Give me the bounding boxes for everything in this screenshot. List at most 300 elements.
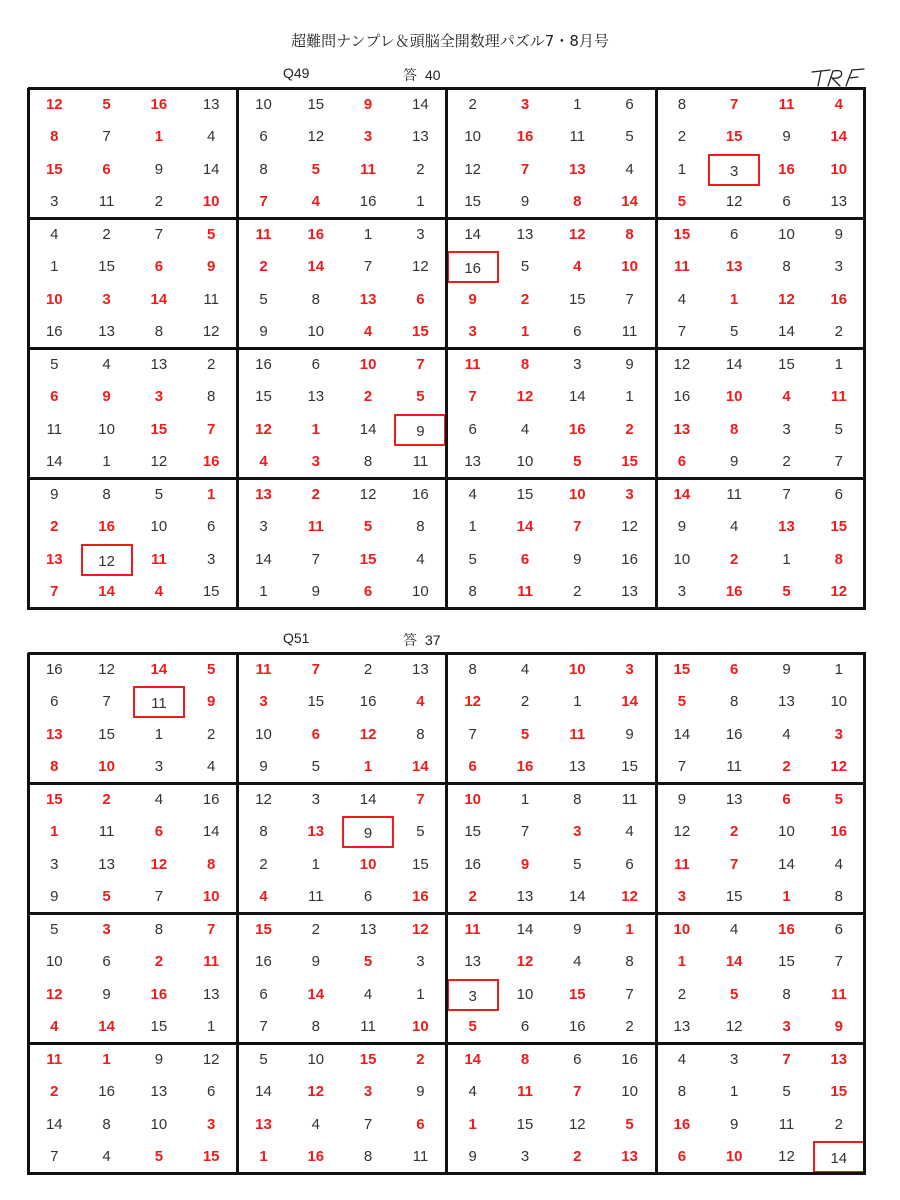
grid-cell: 6 [102,160,111,178]
grid-cell: 14 [202,160,220,178]
grid-cell: 15 [830,1083,848,1100]
grid-cell: 9 [782,128,791,145]
grid-cell: 13 [202,95,220,113]
grid-cell: 8 [207,855,216,873]
grid-cell: 16 [516,758,534,775]
grid-cell: 7 [154,225,164,243]
grid-cell: 1 [468,1115,477,1133]
box-line [863,653,866,1175]
grid-cell: 7 [834,953,843,970]
grid-cell: 12 [725,1018,743,1035]
highlighted-cell: 11 [133,686,185,718]
grid-cell: 16 [725,583,743,600]
grid-cell: 16 [412,888,429,905]
grid-cell: 9 [363,95,373,113]
grid-cell: 3 [520,95,530,113]
grid-cell: 2 [573,1148,582,1165]
grid-cell: 1 [50,823,59,840]
grid-cell: 10 [621,1083,638,1100]
grid-cell: 16 [45,323,63,340]
grid-cell: 1 [102,453,111,470]
grid-cell: 10 [202,193,220,210]
grid-cell: 15 [778,953,795,970]
grid-cell: 12 [568,225,586,243]
grid-cell: 2 [50,518,59,535]
grid-cell: 8 [363,453,373,470]
highlighted-cell: 12 [81,544,133,576]
grid-cell: 12 [778,290,795,308]
grid-cell: 6 [730,225,739,243]
grid-cell: 12 [830,758,848,775]
grid-cell: 3 [468,323,477,340]
grid-cell: 14 [830,128,848,145]
grid-cell: 16 [307,225,325,243]
grid-cell: 11 [308,888,324,905]
grid-cell: 5 [311,160,320,178]
grid-cell: 5 [573,453,582,470]
grid-cell: 14 [307,985,325,1003]
grid-cell: 16 [725,725,743,743]
grid-cell: 8 [468,583,477,600]
grid-cell: 5 [154,485,164,503]
grid-cell: 8 [573,193,582,210]
grid-cell: 7 [207,420,216,438]
grid-cell: 16 [516,128,534,145]
grid-cell: 8 [102,1115,111,1133]
grid-cell: 9 [730,1115,739,1133]
grid-cell: 9 [311,583,320,600]
grid-cell: 16 [98,518,115,535]
grid-cell: 4 [782,725,791,743]
grid-cell: 8 [520,355,530,373]
grid-cell: 5 [259,290,268,308]
grid-cell: 1 [416,193,425,210]
grid-cell: 11 [673,258,690,275]
grid-cell: 4 [730,920,739,938]
grid-cell: 12 [673,823,691,840]
grid-cell: 8 [416,518,425,535]
grid-cell: 11 [517,583,533,600]
grid-cell: 6 [520,1018,530,1035]
answer-label: 答 [403,68,417,84]
grid-cell: 15 [830,518,848,535]
grid-cell: 10 [568,660,586,678]
grid-cell: 10 [150,518,168,535]
grid-cell: 5 [468,1018,477,1035]
grid-cell: 16 [568,1018,586,1035]
grid-cell: 14 [150,290,168,308]
grid-cell: 8 [625,953,634,970]
grid-cell: 7 [363,258,373,275]
grid-cell: 8 [782,258,791,275]
grid-cell: 15 [45,790,63,808]
grid-cell: 4 [416,550,425,568]
grid-cell: 14 [255,550,272,568]
grid-cell: 8 [311,290,320,308]
grid-cell: 1 [363,758,373,775]
grid-cell: 13 [45,725,63,743]
grid-cell: 5 [782,583,791,600]
grid-cell: 8 [520,1050,530,1068]
grid-cell: 14 [621,193,638,210]
grid-cell: 2 [730,823,739,840]
grid-cell: 9 [207,693,216,710]
grid-cell: 12 [202,1050,220,1068]
answer [403,630,441,650]
grid-cell: 7 [520,823,530,840]
grid-cell: 15 [307,95,325,113]
grid-cell: 5 [207,225,216,243]
grid-cell: 11 [464,355,481,373]
grid-cell: 4 [677,1050,687,1068]
grid-cell: 16 [673,388,691,405]
grid-cell: 8 [834,888,843,905]
grid-cell: 15 [359,550,377,568]
grid-cell: 7 [625,985,634,1003]
grid-cell: 16 [359,193,377,210]
grid-cell: 12 [778,1148,795,1165]
grid-cell: 15 [725,128,743,145]
grid-cell: 11 [46,1050,63,1068]
grid-cell: 11 [255,660,272,678]
grid-cell: 4 [834,95,843,113]
grid-cell: 10 [359,355,377,373]
grid-cell: 15 [412,323,429,340]
grid-cell: 14 [150,660,168,678]
grid-cell: 5 [363,518,373,535]
grid-cell: 1 [730,1083,739,1100]
grid-cell: 15 [621,453,638,470]
grid-cell: 5 [834,420,843,438]
box-line [28,1042,866,1045]
grid-cell: 1 [363,225,373,243]
grid-cell: 13 [778,518,795,535]
grid-cell: 2 [259,855,268,873]
grid-cell: 13 [359,290,377,308]
grid-cell: 6 [468,420,477,438]
grid-cell: 1 [50,258,59,275]
grid-cell: 9 [573,550,582,568]
grid-cell: 6 [259,985,268,1003]
grid-cell: 6 [468,758,477,775]
grid-cell: 13 [307,823,325,840]
grid-cell: 11 [621,790,638,808]
grid-cell: 4 [259,888,268,905]
grid-cell: 3 [50,855,59,873]
box-line [863,88,866,610]
grid-cell: 5 [102,95,111,113]
grid-cell: 3 [834,725,843,743]
grid-cell: 10 [725,1148,743,1165]
grid-cell: 12 [202,323,220,340]
grid-cell: 8 [102,485,111,503]
grid-cell: 4 [677,290,687,308]
grid-cell: 4 [102,1148,111,1165]
grid-cell: 13 [202,985,220,1003]
grid-cell: 10 [516,985,534,1003]
grid-cell: 16 [621,1050,638,1068]
grid-cell: 1 [259,1148,268,1165]
grid-cell: 5 [363,953,373,970]
box-line [28,607,866,610]
grid-cell: 2 [416,160,425,178]
grid-cell: 1 [311,420,320,438]
grid-cell: 13 [673,420,691,438]
grid-cell: 5 [625,1115,634,1133]
grid-cell: 3 [834,258,843,275]
grid-cell: 14 [516,518,534,535]
grid-cell: 13 [359,920,377,938]
grid-cell: 16 [464,855,482,873]
grid-cell: 7 [625,290,634,308]
grid-cell: 5 [573,855,582,873]
grid-cell: 12 [516,953,534,970]
grid-cell: 6 [50,388,59,405]
puzzle-header [28,630,866,650]
grid-cell: 10 [673,550,691,568]
grid-cell: 11 [46,420,63,438]
grid-cell: 4 [730,518,739,535]
grid-cell: 3 [782,420,791,438]
grid-cell: 3 [207,1115,216,1133]
grid-cell: 12 [255,790,272,808]
grid-cell: 2 [782,758,791,775]
grid-cell: 12 [830,583,848,600]
grid-cell: 1 [834,355,843,373]
grid-cell: 11 [464,920,481,938]
grid-cell: 14 [568,888,586,905]
grid-cell: 11 [726,758,742,775]
grid-cell: 11 [150,550,167,568]
grid-cell: 16 [255,355,272,373]
grid-cell: 8 [782,985,791,1003]
grid-cell: 10 [307,1050,325,1068]
grid-cell: 3 [207,550,216,568]
grid-cell: 7 [520,160,530,178]
grid-cell: 12 [673,355,691,373]
grid-cell: 9 [782,660,791,678]
grid-cell: 6 [363,583,373,600]
grid-cell: 8 [677,95,687,113]
grid-cell: 12 [150,453,168,470]
grid-cell: 4 [50,1018,59,1035]
grid-cell: 7 [207,920,216,938]
grid-cell: 2 [782,453,791,470]
grid-cell: 6 [677,1148,687,1165]
grid-cell: 11 [517,1083,533,1100]
grid-cell: 12 [412,258,429,275]
grid-cell: 6 [520,550,530,568]
grid-cell: 2 [468,95,477,113]
grid-cell: 11 [360,160,377,178]
grid-cell: 2 [834,323,843,340]
grid-cell: 4 [520,420,530,438]
grid-cell: 9 [625,725,634,743]
grid-cell: 1 [834,660,843,678]
grid-cell: 4 [154,790,164,808]
grid-cell: 6 [573,323,582,340]
grid-cell: 2 [102,790,111,808]
grid-cell: 8 [259,160,268,178]
grid-cell: 15 [150,1018,168,1035]
grid-cell: 14 [464,1050,482,1068]
grid-cell: 9 [677,518,687,535]
grid-cell: 13 [464,453,482,470]
grid-cell: 13 [778,693,795,710]
grid-cell: 8 [730,420,739,438]
grid-cell: 1 [207,485,216,503]
grid-cell: 14 [568,388,586,405]
grid-cell: 14 [673,725,691,743]
grid-cell: 7 [416,355,425,373]
grid-cell: 16 [202,453,220,470]
grid-cell: 10 [359,855,377,873]
grid-cell: 3 [677,888,687,905]
grid-cell: 2 [311,485,320,503]
grid-cell: 16 [621,550,638,568]
grid-cell: 12 [725,193,743,210]
grid-cell: 16 [830,290,848,308]
grid-cell: 10 [621,258,638,275]
grid-cell: 1 [468,518,477,535]
grid-cell: 6 [416,290,425,308]
grid-cell: 5 [520,725,530,743]
grid-cell: 8 [730,693,739,710]
box-line [445,653,448,1175]
grid-cell: 3 [154,758,164,775]
grid-cell: 5 [50,355,59,373]
grid-cell: 16 [568,420,586,438]
grid-cell: 10 [830,693,848,710]
grid-cell: 13 [98,855,115,873]
grid-cell: 14 [98,583,115,600]
grid-cell: 11 [98,823,115,840]
grid-cell: 8 [363,1148,373,1165]
grid-cell: 14 [412,758,429,775]
grid-cell: 6 [259,128,268,145]
grid-cell: 15 [45,160,63,178]
grid-cell: 10 [45,953,63,970]
grid-cell: 6 [730,660,739,678]
answer-value: 37 [425,632,441,648]
grid-cell: 6 [154,823,164,840]
grid-cell: 9 [730,453,739,470]
grid-cell: 2 [416,1050,425,1068]
grid-cell: 11 [569,725,586,743]
grid-cell: 10 [307,323,325,340]
grid-cell: 2 [207,355,216,373]
grid-cell: 5 [782,1083,791,1100]
grid-cell: 4 [520,660,530,678]
grid-cell: 14 [464,225,482,243]
grid-cell: 10 [45,290,63,308]
grid-cell: 15 [673,660,691,678]
grid-cell: 2 [207,725,216,743]
grid-cell: 4 [468,485,477,503]
grid-cell: 9 [102,985,111,1003]
grid-cell: 1 [416,985,425,1003]
grid-cell: 12 [568,1115,586,1133]
grid-cell: 2 [154,953,164,970]
grid-cell: 12 [98,660,115,678]
grid-cell: 7 [416,790,425,808]
grid-cell: 10 [778,225,795,243]
grid-cell: 16 [255,953,272,970]
grid-cell: 9 [154,1050,164,1068]
grid-cell: 13 [568,758,586,775]
grid-cell: 11 [726,485,742,503]
grid-cell: 16 [778,920,795,938]
grid-cell: 7 [573,518,582,535]
grid-cell: 9 [573,920,582,938]
grid-cell: 1 [154,725,164,743]
grid-cell: 15 [202,1148,220,1165]
grid-cell: 14 [778,855,795,873]
grid-cell: 12 [359,485,377,503]
grid-cell: 11 [830,388,847,405]
grid-cell: 2 [677,128,687,145]
grid-cell: 16 [307,1148,325,1165]
grid-cell: 3 [259,693,268,710]
grid-cell: 11 [830,985,847,1003]
grid-cell: 1 [782,888,791,905]
page-title: 超難問ナンプレ＆頭脳全開数理パズル7・8月号 [291,32,609,50]
grid-cell: 14 [45,1115,63,1133]
grid-cell: 6 [311,355,320,373]
grid-cell: 8 [207,388,216,405]
grid-cell: 4 [363,985,373,1003]
grid-cell: 3 [102,920,111,938]
grid-cell: 15 [307,693,325,710]
grid-cell: 11 [203,290,219,308]
grid-cell: 2 [363,660,373,678]
grid-cell: 8 [834,550,843,568]
grid-cell: 7 [468,725,477,743]
grid-cell: 15 [202,583,220,600]
grid-cell: 11 [673,855,690,873]
grid-cell: 14 [778,323,795,340]
grid-cell: 12 [307,128,325,145]
grid-cell: 12 [45,985,63,1003]
box-line [445,88,448,610]
grid-cell: 5 [520,258,530,275]
grid-cell: 6 [154,258,164,275]
grid-cell: 10 [98,758,115,775]
grid-cell: 3 [677,583,687,600]
grid-cell: 3 [259,518,268,535]
grid-cell: 13 [516,225,534,243]
grid-cell: 8 [677,1083,687,1100]
grid-cell: 4 [573,258,582,275]
grid-cell: 6 [102,953,111,970]
grid-cell: 4 [834,855,843,873]
grid-cell: 7 [50,1148,59,1165]
grid-cell: 14 [673,485,691,503]
highlighted-cell: 3 [447,979,499,1011]
grid-cell: 14 [98,1018,115,1035]
question-number: Q51 [283,630,310,646]
grid-cell: 10 [255,95,272,113]
grid-cell: 10 [568,485,586,503]
grid-cell: 15 [778,355,795,373]
grid-cell: 2 [102,225,111,243]
grid-cell: 7 [782,485,791,503]
grid-cell: 10 [725,388,743,405]
grid-cell: 14 [359,790,377,808]
grid-cell: 16 [778,160,795,178]
grid-cell: 1 [677,953,687,970]
grid-cell: 4 [50,225,59,243]
